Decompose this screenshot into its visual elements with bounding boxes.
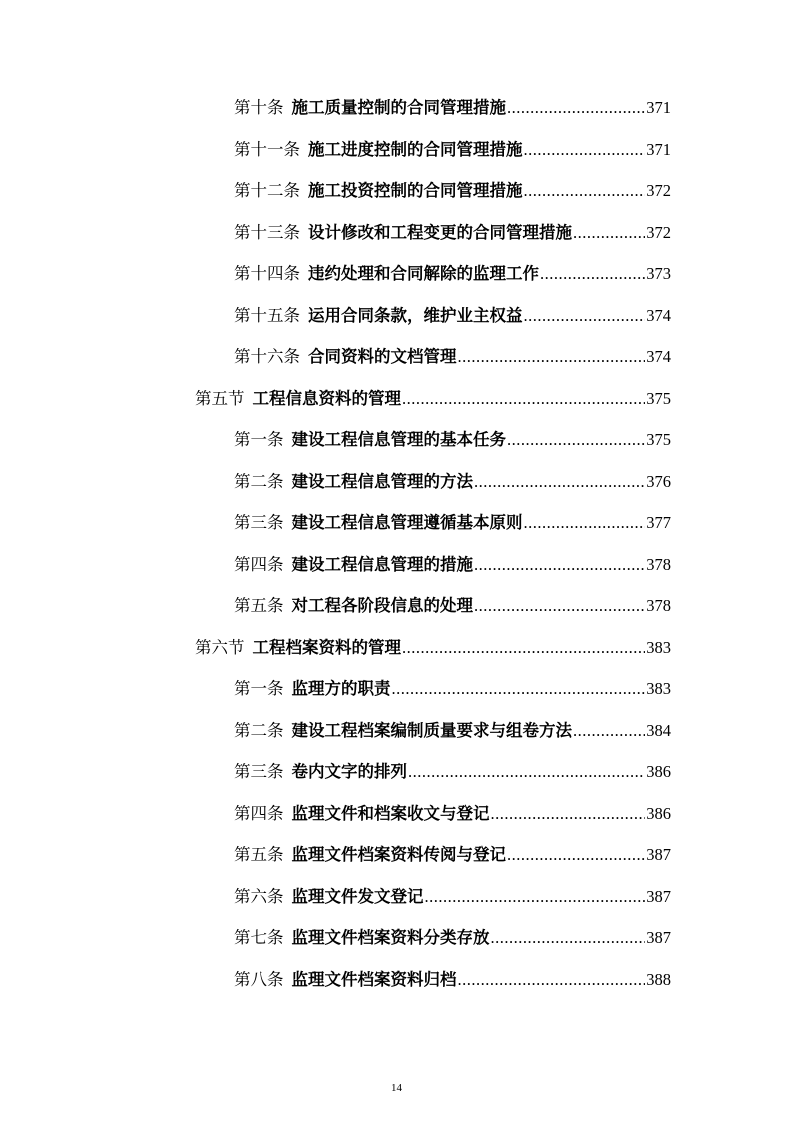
dot-leader [507, 93, 645, 123]
toc-entry-page: 371 [646, 140, 671, 159]
toc-entry-page: 372 [646, 223, 671, 242]
dot-leader [408, 757, 645, 787]
toc-entry[interactable] [234, 674, 671, 704]
toc-entry[interactable] [234, 176, 671, 206]
toc-entry[interactable] [234, 840, 671, 870]
toc-entry-title: 施工质量控制的合同管理措施 [291, 98, 506, 117]
toc-entry-page: 386 [646, 762, 671, 781]
toc-entry-title: 卷内文字的排列 [291, 762, 407, 781]
toc-entry[interactable] [234, 259, 671, 289]
dot-leader [458, 965, 646, 995]
toc-entry-page: 378 [646, 596, 671, 615]
toc-entry-page: 387 [646, 887, 671, 906]
toc-entry[interactable] [234, 716, 671, 746]
toc-entry-number: 第六条 [234, 887, 284, 906]
toc-entry-number: 第二条 [234, 721, 284, 740]
toc-entry[interactable] [234, 591, 671, 621]
toc-entry-number: 第五条 [234, 596, 284, 615]
dot-leader [474, 550, 645, 580]
toc-entry-number: 第五节 [195, 389, 245, 408]
toc-entry-number: 第四条 [234, 804, 284, 823]
page-number: 14 [391, 1082, 402, 1094]
toc-entry-page: 373 [646, 264, 671, 283]
toc-entry-number: 第五条 [234, 845, 284, 864]
toc-entry[interactable] [234, 882, 671, 912]
toc-entry-number: 第十六条 [234, 347, 300, 366]
toc-entry-page: 375 [646, 389, 671, 408]
toc-entry-title: 建设工程信息管理的措施 [291, 555, 473, 574]
toc-entry-title: 监理文件发文登记 [291, 887, 424, 906]
toc-entry-number: 第十二条 [234, 181, 300, 200]
dot-leader [458, 342, 646, 372]
toc-entry-number: 第三条 [234, 513, 284, 532]
toc-entry-number: 第十一条 [234, 140, 300, 159]
toc-entry[interactable] [234, 799, 671, 829]
toc-entry-number: 第十四条 [234, 264, 300, 283]
toc-entry[interactable] [234, 218, 671, 248]
dot-leader [524, 176, 646, 206]
dot-leader [573, 218, 645, 248]
dot-leader [474, 591, 645, 621]
dot-leader [402, 384, 645, 414]
toc-entry-number: 第六节 [195, 638, 245, 657]
toc-entry-page: 375 [646, 430, 671, 449]
toc-entry[interactable] [234, 301, 671, 331]
toc-entry-number: 第四条 [234, 555, 284, 574]
toc-entry[interactable] [234, 425, 671, 455]
dot-leader [540, 259, 645, 289]
toc-entry-number: 第十五条 [234, 306, 300, 325]
toc-entry-title: 建设工程信息管理遵循基本原则 [291, 513, 523, 532]
toc-entry[interactable] [234, 93, 671, 123]
toc-entry-title: 施工进度控制的合同管理措施 [308, 140, 523, 159]
toc-entry[interactable] [234, 923, 671, 953]
toc-entry-number: 第一条 [234, 430, 284, 449]
dot-leader [524, 301, 646, 331]
toc-entry-title: 监理方的职责 [291, 679, 391, 698]
toc-entry-title: 运用合同条款，维护业主权益 [308, 306, 523, 325]
dot-leader [573, 716, 645, 746]
toc-entry-page: 383 [646, 679, 671, 698]
toc-entry-title: 监理文件档案资料归档 [291, 970, 457, 989]
toc-entry-number: 第一条 [234, 679, 284, 698]
toc-entry-page: 372 [646, 181, 671, 200]
toc-entry-number: 第十条 [234, 98, 284, 117]
toc-entry-title: 设计修改和工程变更的合同管理措施 [308, 223, 572, 242]
toc-entry-page: 386 [646, 804, 671, 823]
toc-entry-page: 383 [646, 638, 671, 657]
toc-entry[interactable] [234, 342, 671, 372]
dot-leader [524, 135, 646, 165]
toc-entry-title: 工程档案资料的管理 [252, 638, 401, 657]
toc-entry[interactable] [234, 550, 671, 580]
toc-section-entry[interactable] [195, 633, 671, 663]
toc-entry-page: 371 [646, 98, 671, 117]
toc-entry[interactable] [234, 965, 671, 995]
toc-entry[interactable] [234, 135, 671, 165]
toc-entry[interactable] [234, 508, 671, 538]
dot-leader [474, 467, 645, 497]
dot-leader [425, 882, 646, 912]
toc-entry-page: 378 [646, 555, 671, 574]
toc-entry-page: 384 [646, 721, 671, 740]
toc-entry[interactable] [234, 467, 671, 497]
toc-section-entry[interactable] [195, 384, 671, 414]
toc-entry-page: 387 [646, 845, 671, 864]
toc-entry-number: 第二条 [234, 472, 284, 491]
toc-entry-title: 建设工程信息管理的方法 [291, 472, 473, 491]
toc-entry-title: 建设工程信息管理的基本任务 [291, 430, 506, 449]
toc-entry-number: 第十三条 [234, 223, 300, 242]
dot-leader [491, 923, 646, 953]
toc-entry[interactable] [234, 757, 671, 787]
toc-entry-page: 377 [646, 513, 671, 532]
dot-leader [402, 633, 645, 663]
toc-entry-title: 对工程各阶段信息的处理 [291, 596, 473, 615]
toc-entry-title: 合同资料的文档管理 [308, 347, 457, 366]
toc-entry-number: 第八条 [234, 970, 284, 989]
dot-leader [507, 840, 645, 870]
dot-leader [507, 425, 645, 455]
toc-entry-page: 376 [646, 472, 671, 491]
toc-entry-number: 第三条 [234, 762, 284, 781]
toc-entry-page: 374 [646, 347, 671, 366]
toc-entry-title: 监理文件档案资料传阅与登记 [291, 845, 506, 864]
dot-leader [524, 508, 646, 538]
toc-entry-title: 监理文件档案资料分类存放 [291, 928, 490, 947]
toc-entry-page: 388 [646, 970, 671, 989]
toc-entry-page: 387 [646, 928, 671, 947]
toc-entry-number: 第七条 [234, 928, 284, 947]
toc-entry-title: 违约处理和合同解除的监理工作 [308, 264, 539, 283]
dot-leader [392, 674, 646, 704]
toc-entry-title: 施工投资控制的合同管理措施 [308, 181, 523, 200]
toc-entry-page: 374 [646, 306, 671, 325]
toc-entry-title: 工程信息资料的管理 [252, 389, 401, 408]
toc-entry-title: 建设工程档案编制质量要求与组卷方法 [291, 721, 572, 740]
toc-entry-title: 监理文件和档案收文与登记 [291, 804, 490, 823]
dot-leader [491, 799, 646, 829]
